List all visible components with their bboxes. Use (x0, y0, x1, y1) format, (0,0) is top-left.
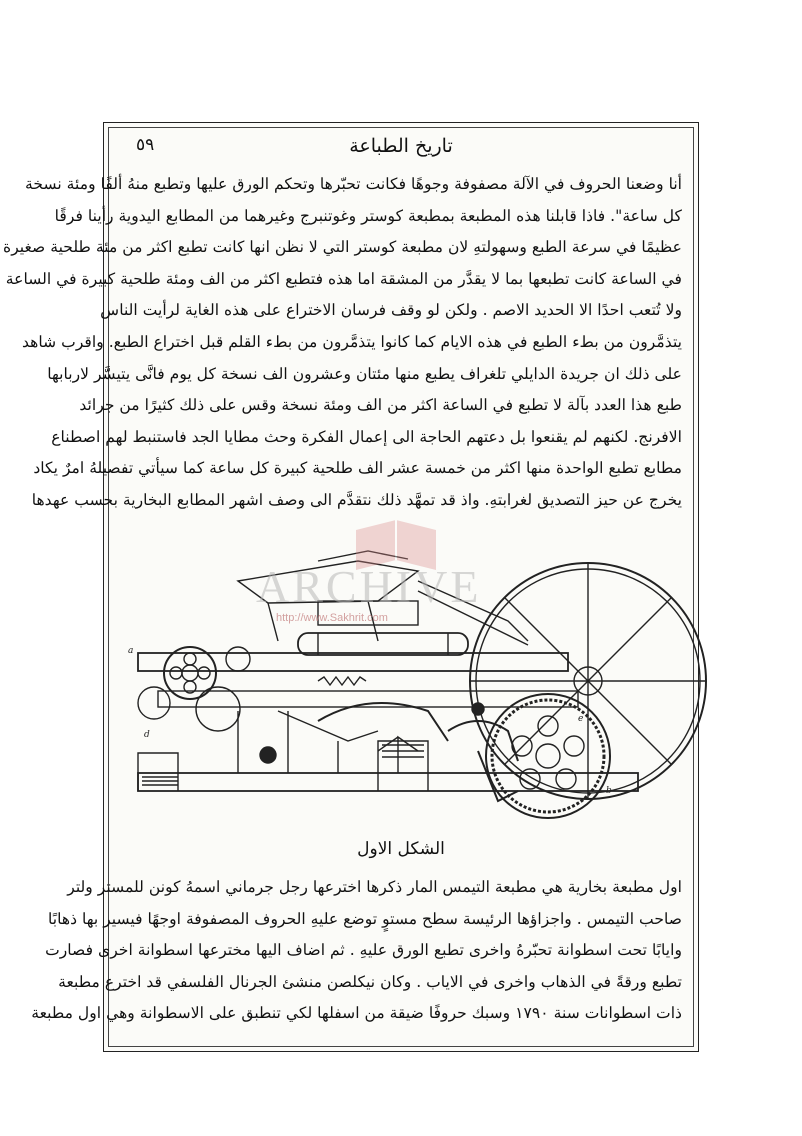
body-text-top (3, 169, 682, 517)
page-number: ٥٩ (136, 135, 155, 155)
figure-label-b: b (606, 786, 612, 796)
text-line: مطابع تطبع الواحدة منها اكثر من خمسة عشر الف طلحية كبيرة كل ساعة كما سيأتي تفصيلهُ امرٌ يكاد (33, 459, 682, 478)
text-line: عظيمًا في سرعة الطبع وسهولتهِ لان مطبعة كوستر التي لا نظن انها كانت تطبع اكثر من مئة طلحية صغيرة (3, 238, 682, 257)
text-line: كل ساعة". فاذا قابلنا هذه المطبعة بمطبعة كوستر وغوتنبرج وغيرهما من المطابع اليدوية رأينا فرقًا (54, 206, 682, 225)
figure-label-d: d (144, 730, 150, 740)
text-line: وايابًا تحت اسطوانة تحبّرهُ واخرى تطبع الورق عليهِ . ثم اضاف اليها مخترعها اسطوانة اخرى فصارت (45, 941, 682, 960)
figure-label-a: a (128, 646, 134, 656)
body-text-bottom (31, 872, 682, 1030)
page-frame (3, 122, 699, 1052)
figure-caption: الشكل الاول (357, 839, 445, 859)
printing-press-illustration (118, 541, 684, 833)
text-line: ولا تُتعب احدًا الا الحديد الاصم . ولكن لو وقف فرسان الاختراع على هذه الغاية لرأيت الناس (100, 301, 682, 320)
text-line: تطبع ورقةً في الذهاب واخرى في الاياب . وكان نيكلصن منشئ الجرنال الفلسفي قد اخترع مطبعة (58, 972, 682, 991)
page-header (122, 135, 680, 161)
text-line: اول مطبعة بخارية هي مطبعة التيمس المار ذكرها اخترعها رجل جرماني اسمهُ كونن للمستر ولتر (67, 878, 682, 896)
running-title: تاريخ الطباعة (349, 135, 453, 157)
watermark-url: http://www.Sakhrit.com (276, 612, 388, 624)
text-line: صاحب التيمس . واجزاؤها الرئيسة سطح مستوٍ توضع عليهِ الحروف المصفوفة اوجهًا فيسير بها ذهابًا (48, 909, 682, 928)
text-line: أنا وضعنا الحروف في الآلة مصفوفة وجوهًا فكانت تحبّرها وتحكم الورق عليها وتطبع منهُ ألفًا ومئة نسخة (25, 175, 682, 193)
watermark-text: ARCHIVE (256, 561, 482, 612)
text-line: في الساعة كانت تطبعها بما لا يقدَّر من المشقة اما هذه فتطبع اكثر من الف ومئة طلحية كبيرة في الساعة (5, 269, 682, 288)
text-line: الافرنج. لكنهم لم يقنعوا بل دعتهم الحاجة الى إعمال الفكرة وحث مطايا الجد فاستنبط لهم اصطناع (51, 427, 682, 446)
press-drawing (118, 541, 684, 833)
figure-label-e: e (578, 714, 584, 724)
text-line: يتذمَّرون من بطء الطبع في هذه الايام كما كانوا يتذمَّرون من بطء القلم قبل اختراع الطبع. واقرب شاهد (21, 332, 682, 351)
text-line: طبع هذا العدد بآلة لا تطبع في الساعة اكثر من الف ومئة نسخة وقس على ذلك كثيرًا من جرائد (79, 396, 682, 415)
text-line: ذات اسطوانات سنة ١٧٩٠ وسبك حروفًا ضيقة من اسفلها لكي تنطبق على الاسطوانة وهي اول مطبعة (31, 1004, 682, 1023)
text-line: على ذلك ان جريدة الدايلي تلغراف يطبع منها مئتان وعشرون الف نسخة كل يوم فانَّى يتيسَّر لاربابها (47, 364, 682, 383)
text-line: يخرج عن حيز التصديق لغرابتهِ. واذ قد تمهَّد ذلك نتقدَّم الى وصف اشهر المطابع البخارية بحسب عهدها (31, 490, 682, 509)
